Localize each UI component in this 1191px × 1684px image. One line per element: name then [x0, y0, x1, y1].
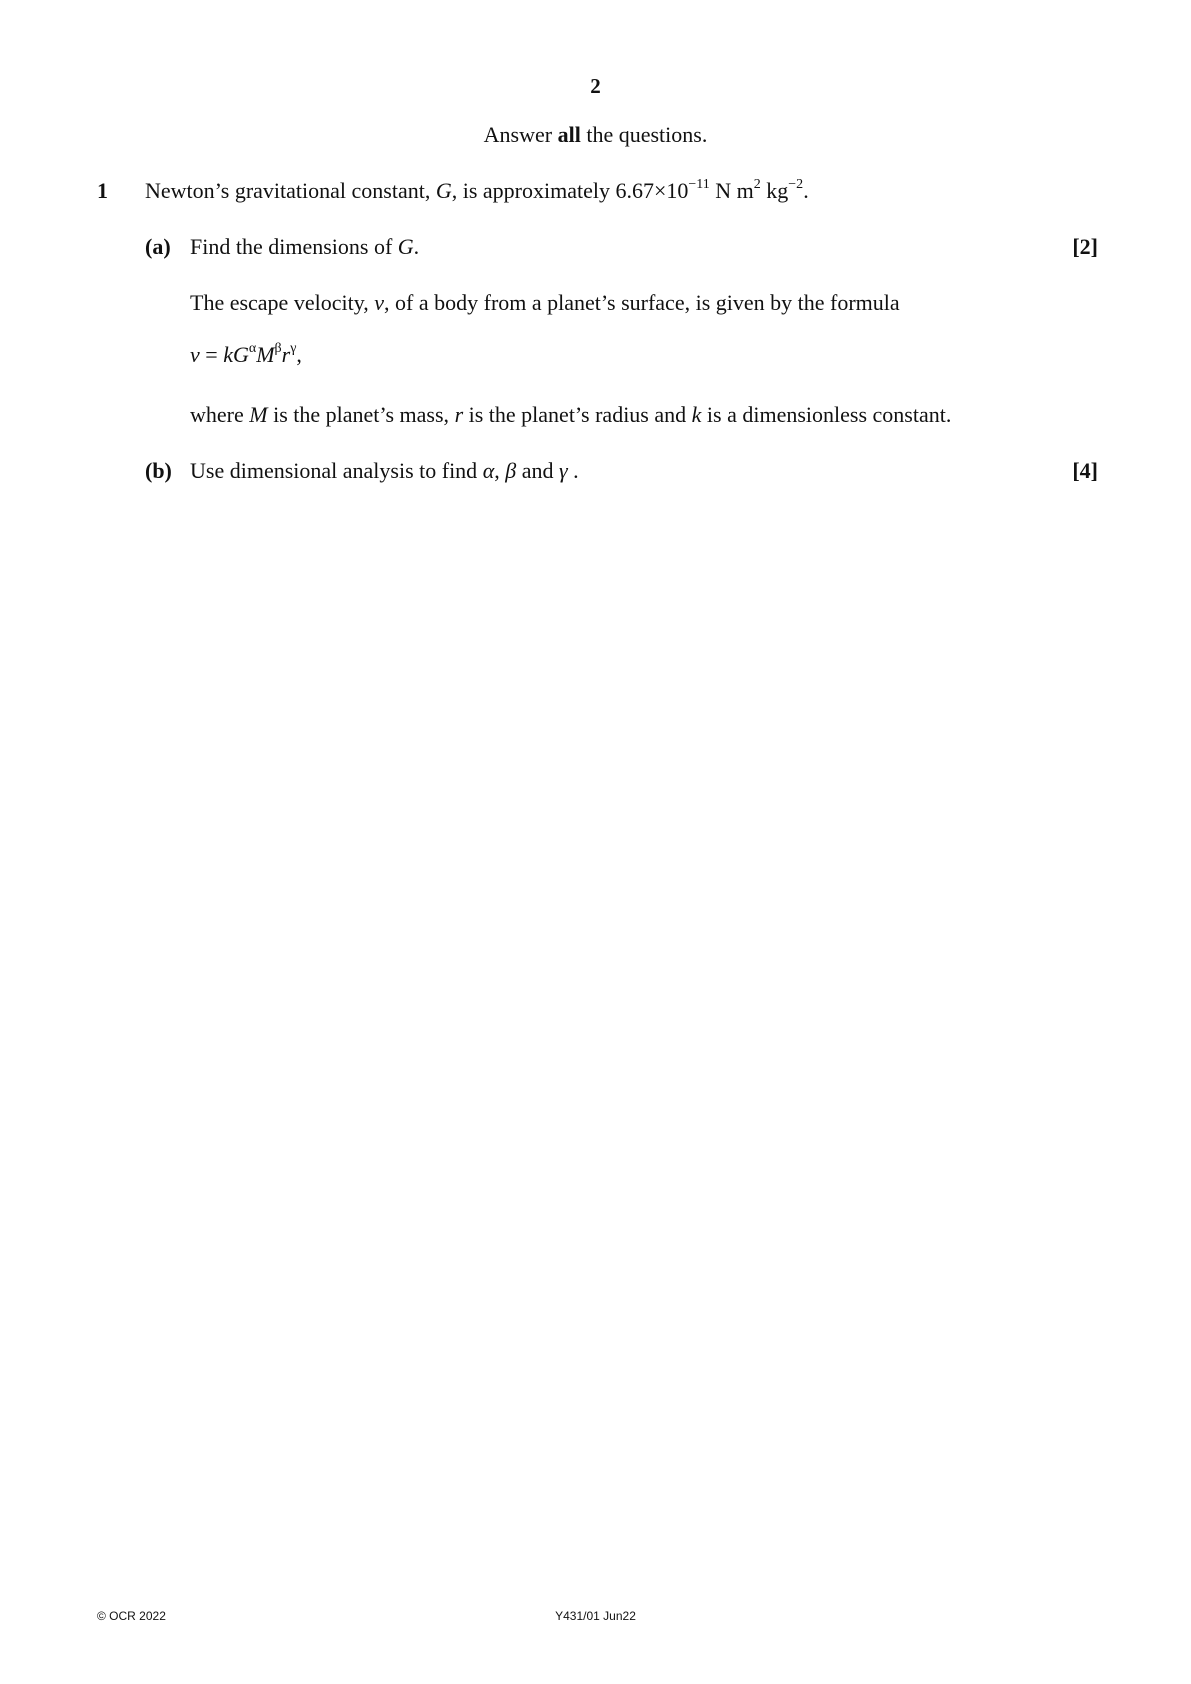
context-post: , of a body from a planet’s surface, is given by the formula — [384, 290, 900, 315]
context-line1 — [190, 290, 900, 316]
where-2: is the planet’s mass, — [267, 402, 455, 427]
formula-M: M — [256, 342, 275, 367]
escape-velocity-formula — [190, 342, 302, 368]
part-b-sep1: , — [494, 458, 506, 483]
part-a-text — [190, 234, 419, 260]
instruction — [0, 122, 1191, 148]
stem-exp3: −2 — [788, 177, 804, 192]
question-stem — [145, 178, 809, 204]
footer-copyright: © OCR 2022 — [97, 1609, 166, 1623]
formula-beta: β — [274, 341, 282, 356]
stem-unit-n: N m — [709, 178, 754, 203]
context-where — [190, 402, 951, 428]
stem-end: . — [803, 178, 809, 203]
formula-k: k — [223, 342, 233, 367]
part-b-gamma: γ — [558, 458, 568, 483]
part-a-end: . — [413, 234, 420, 259]
formula-alpha: α — [248, 341, 257, 356]
part-b-beta: β — [505, 458, 517, 483]
stem-times: × — [653, 178, 667, 203]
formula-gamma: γ — [290, 341, 297, 356]
formula-comma: , — [296, 342, 302, 367]
stem-ten: 10 — [666, 178, 689, 203]
context-v: v — [374, 290, 385, 315]
part-b-label: (b) — [145, 458, 172, 483]
where-M: M — [249, 402, 268, 427]
stem-G: G — [435, 178, 452, 203]
part-a-G: G — [397, 234, 414, 259]
part-b-alpha: α — [482, 458, 495, 483]
context-pre: The escape velocity, — [190, 290, 375, 315]
stem-part2: , is approximately 6.67 — [451, 178, 654, 203]
instruction-pre: Answer — [483, 122, 558, 147]
part-b-pre: Use dimensional analysis to find — [190, 458, 483, 483]
part-a-label: (a) — [145, 234, 171, 259]
where-r: r — [454, 402, 464, 427]
where-1: where — [190, 402, 250, 427]
stem-part1: Newton’s gravitational constant, — [145, 178, 436, 203]
part-a-marks: [2] — [1072, 234, 1098, 259]
part-b-marks: [4] — [1072, 458, 1098, 483]
formula-r: r — [281, 342, 291, 367]
part-b-end: . — [567, 458, 579, 483]
footer-paper-code: Y431/01 Jun22 — [555, 1609, 636, 1623]
stem-exp2: 2 — [753, 177, 761, 192]
where-3: is the planet’s radius and — [463, 402, 692, 427]
part-b-sep2: and — [516, 458, 559, 483]
formula-G: G — [232, 342, 249, 367]
question-number: 1 — [97, 178, 108, 203]
part-a-pre: Find the dimensions of — [190, 234, 398, 259]
stem-exp1: −11 — [688, 177, 710, 192]
where-k: k — [691, 402, 702, 427]
stem-unit-kg: kg — [760, 178, 789, 203]
instruction-bold: all — [557, 122, 581, 147]
part-b-text — [190, 458, 579, 484]
page-number: 2 — [590, 74, 601, 98]
where-4: is a dimensionless constant. — [701, 402, 952, 427]
formula-v: v — [190, 342, 200, 367]
formula-eq: = — [199, 342, 224, 367]
instruction-post: the questions. — [580, 122, 708, 147]
